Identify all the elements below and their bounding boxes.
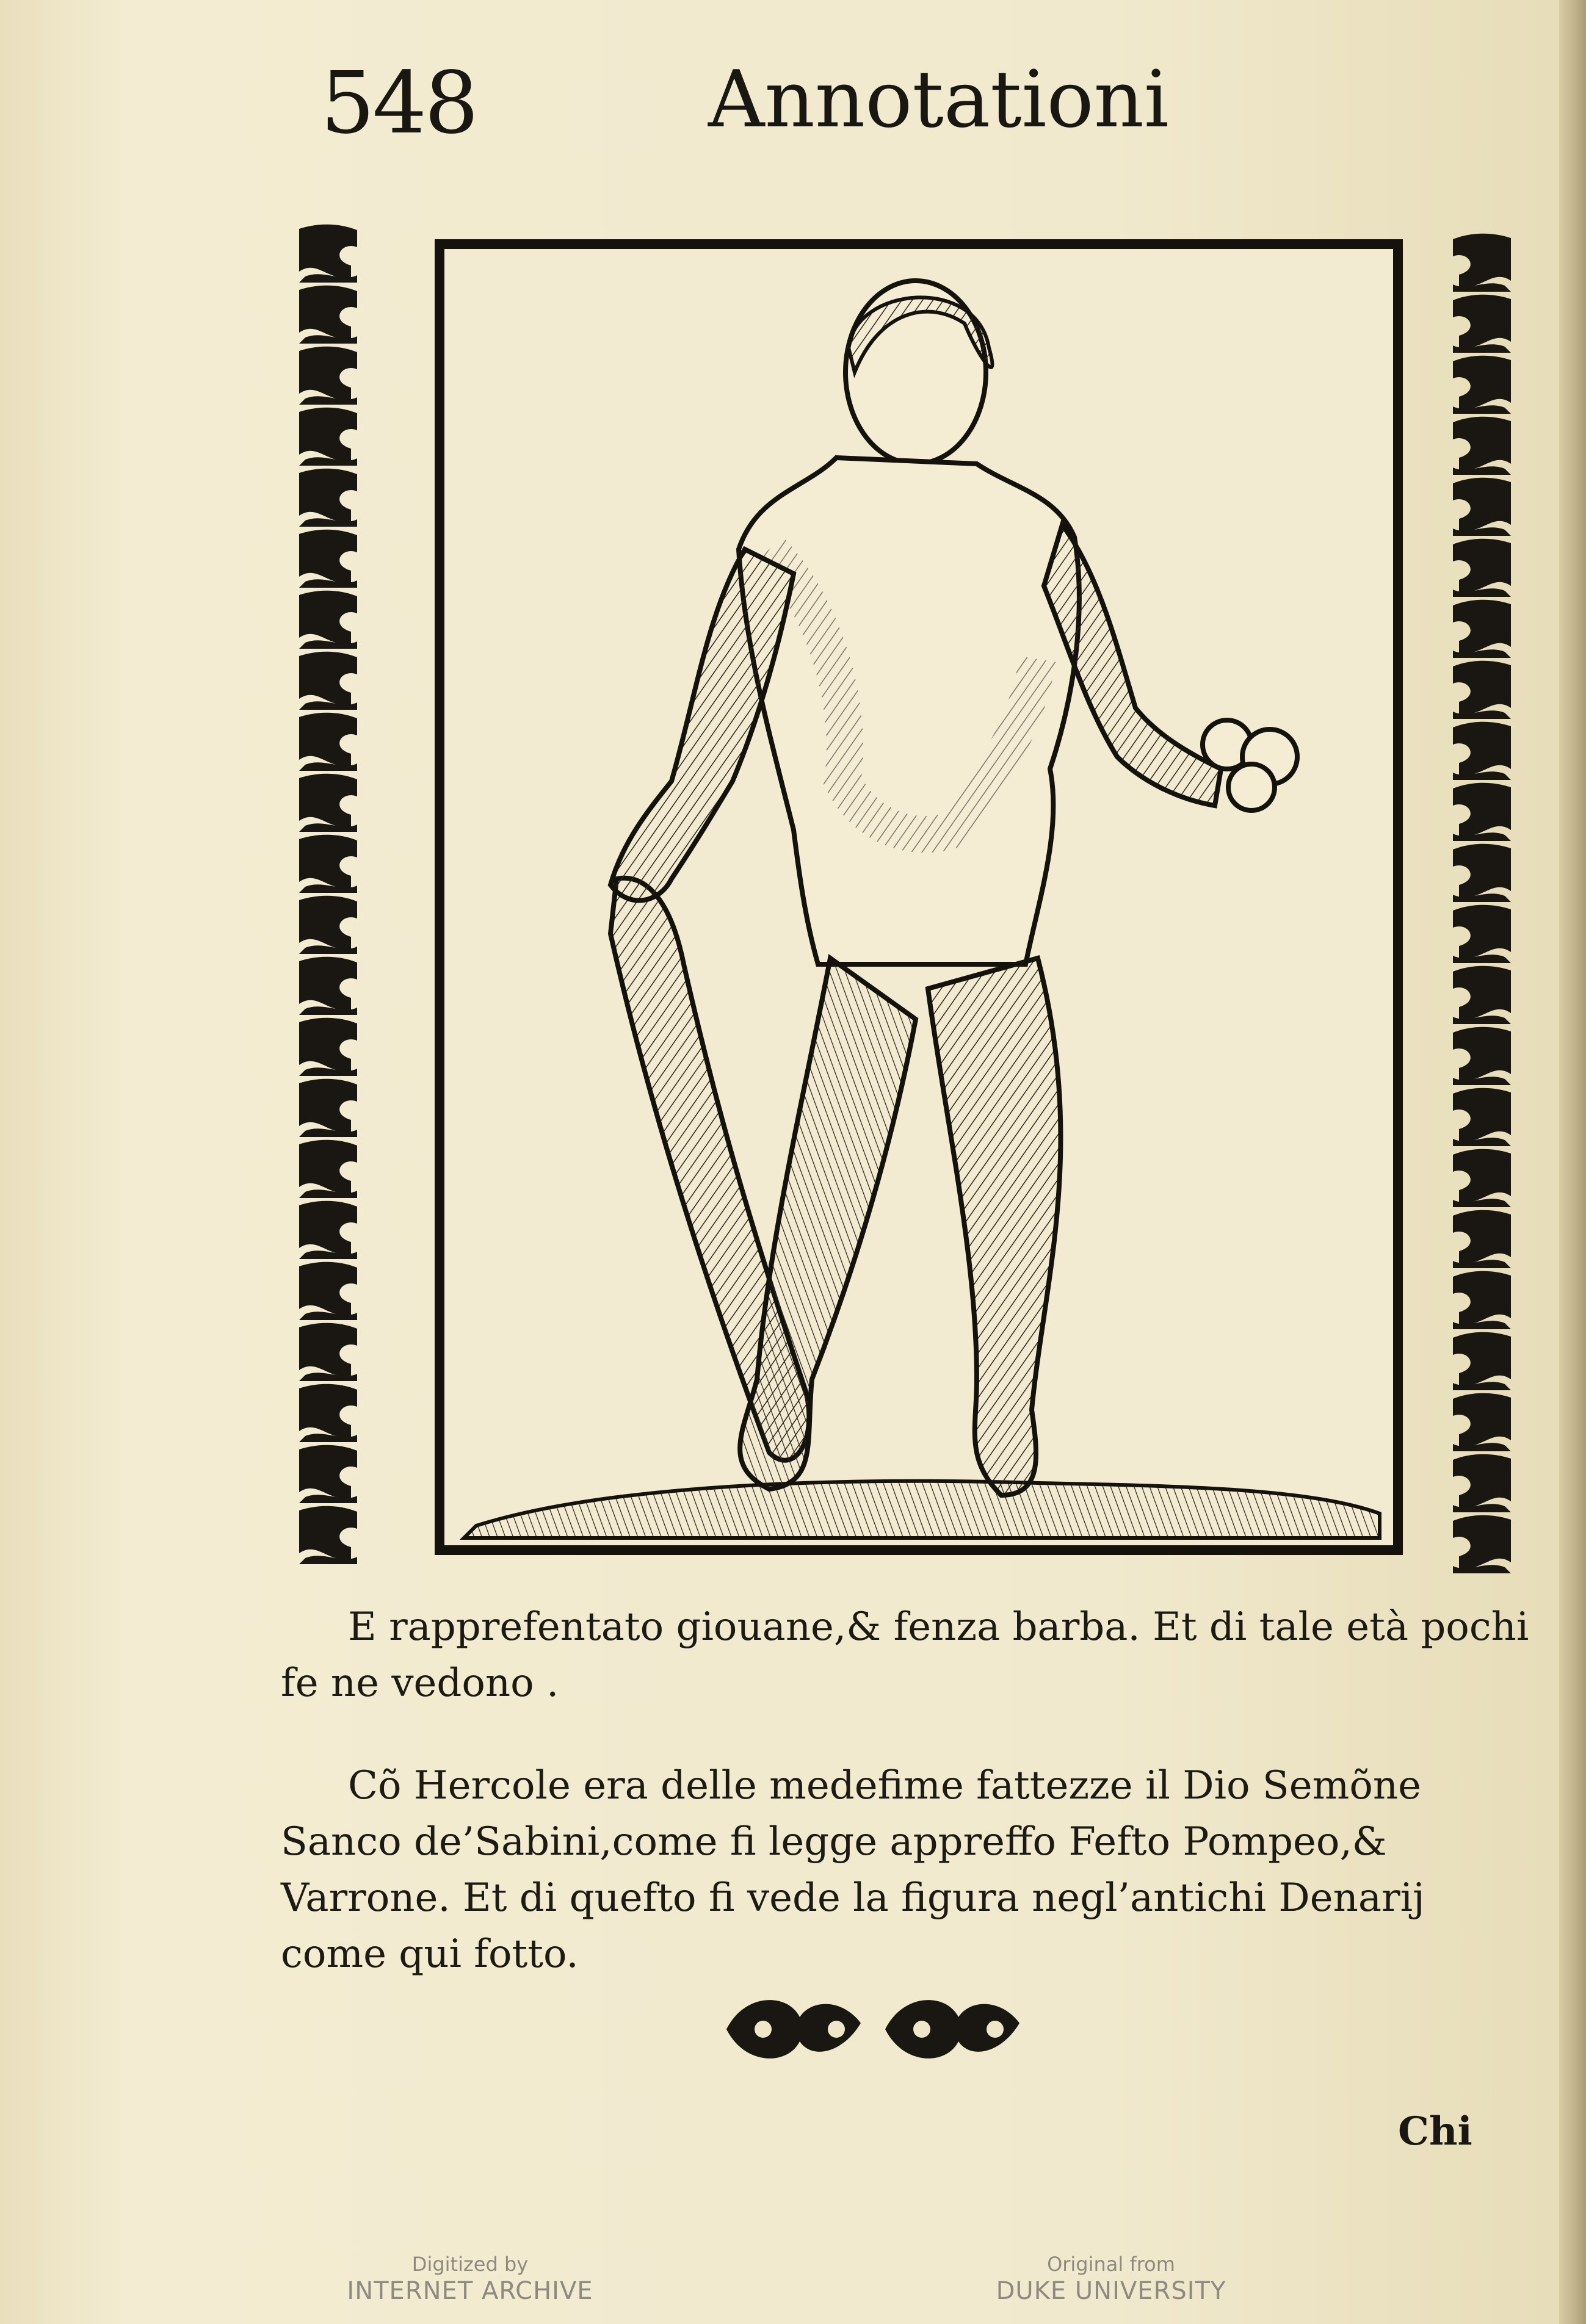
tail-ornament — [720, 1987, 1026, 2072]
page-number: 548 — [320, 54, 477, 153]
footer-left-big: INTERNET ARCHIVE — [347, 2277, 593, 2305]
footer-original-from — [928, 2252, 1294, 2306]
page-edge — [1559, 0, 1586, 2324]
footer-right-small: Original from — [1047, 2253, 1175, 2276]
fleuron-border-right — [1447, 232, 1517, 1575]
footer-right-big: DUKE UNIVERSITY — [996, 2277, 1226, 2305]
paragraph-2: Cõ Hercole era delle medefime fattezze il Dio Semõne Sanco de’Sabini,come fi legge appreffo Fefto Pompeo,& Varrone. Et di quefto fi vede la figura negl’antichi Denarij come qui fotto. — [281, 1763, 1425, 1977]
woodcut-illustration — [427, 232, 1410, 1562]
running-head: Annotationi — [708, 54, 1169, 145]
footer-digitized-by — [287, 2252, 653, 2306]
paragraph-1: E rapprefentato giouane,& fenza barba. Et di tale età pochi fe ne vedono . — [281, 1604, 1529, 1706]
fleuron-border-left — [293, 223, 363, 1565]
catchword: Chi — [1398, 2109, 1472, 2154]
footer-left-small: Digitized by — [411, 2253, 529, 2276]
